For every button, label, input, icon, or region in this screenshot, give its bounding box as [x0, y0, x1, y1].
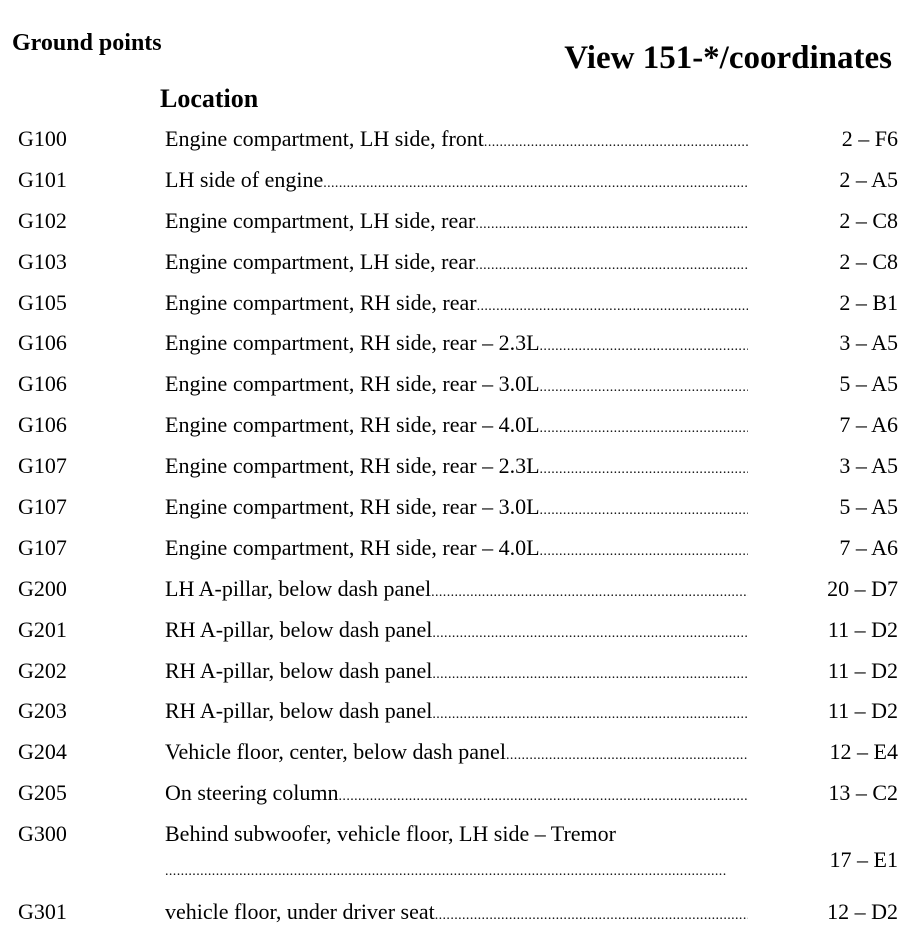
table-row — [0, 528, 918, 569]
ground-point-code: G106 — [18, 412, 67, 438]
location-description: Behind subwoofer, vehicle floor, LH side – Tremor — [165, 821, 616, 847]
coordinates: 2 – B1 — [839, 289, 898, 315]
location-description: vehicle floor, under driver seat ..... — [165, 892, 748, 937]
coordinates: 13 – C2 — [828, 780, 898, 806]
coordinates: 5 – A5 — [839, 494, 898, 520]
table-row — [0, 283, 918, 324]
coordinates: 12 – D2 — [827, 899, 898, 925]
table-row — [0, 773, 918, 814]
coordinates: 3 – A5 — [839, 330, 898, 356]
coordinates: 7 – A6 — [839, 412, 898, 438]
table-row — [0, 160, 918, 201]
table-row — [0, 119, 918, 160]
table-row — [0, 651, 918, 692]
table-row — [0, 732, 918, 773]
ground-point-code: G201 — [18, 616, 67, 642]
coordinates: 2 – C8 — [839, 248, 898, 274]
location-description: Engine compartment, RH side, rear ..... — [165, 283, 748, 328]
coordinates: 11 – D2 — [827, 698, 898, 724]
location-description: RH A-pillar, below dash panel ..... — [165, 651, 748, 696]
location-description: Vehicle floor, center, below dash panel ..... — [165, 732, 748, 777]
table-row — [0, 487, 918, 528]
table-row — [0, 446, 918, 487]
dot-leader — [165, 852, 748, 893]
location-description: Engine compartment, RH side, rear – 3.0L ..... — [165, 364, 748, 409]
coordinates: 5 – A5 — [839, 371, 898, 397]
table-row — [0, 201, 918, 242]
ground-point-code: G101 — [18, 166, 67, 192]
table-row — [0, 691, 918, 732]
table-row — [0, 610, 918, 651]
coordinates: 11 – D2 — [827, 657, 898, 683]
location-description: RH A-pillar, below dash panel ..... — [165, 610, 748, 655]
ground-point-code: G203 — [18, 698, 67, 724]
location-description: Engine compartment, LH side, front ..... — [165, 119, 748, 164]
coordinates: 11 – D2 — [827, 616, 898, 642]
ground-point-code: G202 — [18, 657, 67, 683]
table-row — [0, 364, 918, 405]
coordinates: 12 – E4 — [829, 739, 898, 765]
section-title: Ground points — [12, 30, 162, 56]
ground-point-code: G106 — [18, 330, 67, 356]
ground-point-code: G301 — [18, 899, 67, 925]
ground-point-code: G100 — [18, 126, 67, 151]
location-description: Engine compartment, RH side, rear – 2.3L ..... — [165, 446, 748, 491]
coordinates: 7 – A6 — [839, 534, 898, 560]
ground-point-code: G102 — [18, 207, 67, 233]
location-heading: Location — [160, 84, 259, 113]
coordinates: 2 – F6 — [841, 126, 898, 151]
location-description: Engine compartment, LH side, rear ..... — [165, 201, 748, 246]
table-row — [0, 814, 918, 892]
ground-points-table — [0, 119, 918, 933]
ground-point-code: G106 — [18, 371, 67, 397]
location-description: RH A-pillar, below dash panel ..... — [165, 691, 748, 736]
ground-point-code: G105 — [18, 289, 67, 315]
coordinates: 2 – A5 — [839, 166, 898, 192]
coordinates: 3 – A5 — [839, 453, 898, 479]
ground-point-code: G204 — [18, 739, 67, 765]
view-title: View 151-*/coordinates — [564, 40, 892, 76]
table-row — [0, 323, 918, 364]
coordinates: 17 – E1 — [829, 847, 898, 873]
ground-point-code: G107 — [18, 534, 67, 560]
location-description: LH A-pillar, below dash panel ..... — [165, 569, 748, 614]
location-description: LH side of engine ..... — [165, 160, 748, 205]
ground-point-code: G300 — [18, 821, 67, 847]
table-row — [0, 405, 918, 446]
ground-point-code: G103 — [18, 248, 67, 274]
ground-point-code: G107 — [18, 494, 67, 520]
location-description: Engine compartment, RH side, rear – 3.0L ..... — [165, 487, 748, 532]
location-description: Engine compartment, RH side, rear – 2.3L ..... — [165, 323, 748, 368]
ground-point-code: G107 — [18, 453, 67, 479]
location-description: Engine compartment, RH side, rear – 4.0L ..... — [165, 528, 748, 573]
ground-point-code: G200 — [18, 575, 67, 601]
table-row — [0, 242, 918, 283]
coordinates: 20 – D7 — [827, 575, 898, 601]
coordinates: 2 – C8 — [839, 207, 898, 233]
location-description: Engine compartment, LH side, rear ..... — [165, 242, 748, 287]
table-row — [0, 569, 918, 610]
location-description: On steering column ..... — [165, 773, 748, 818]
table-row — [0, 892, 918, 933]
location-description: Engine compartment, RH side, rear – 4.0L ..... — [165, 405, 748, 450]
ground-point-code: G205 — [18, 780, 67, 806]
